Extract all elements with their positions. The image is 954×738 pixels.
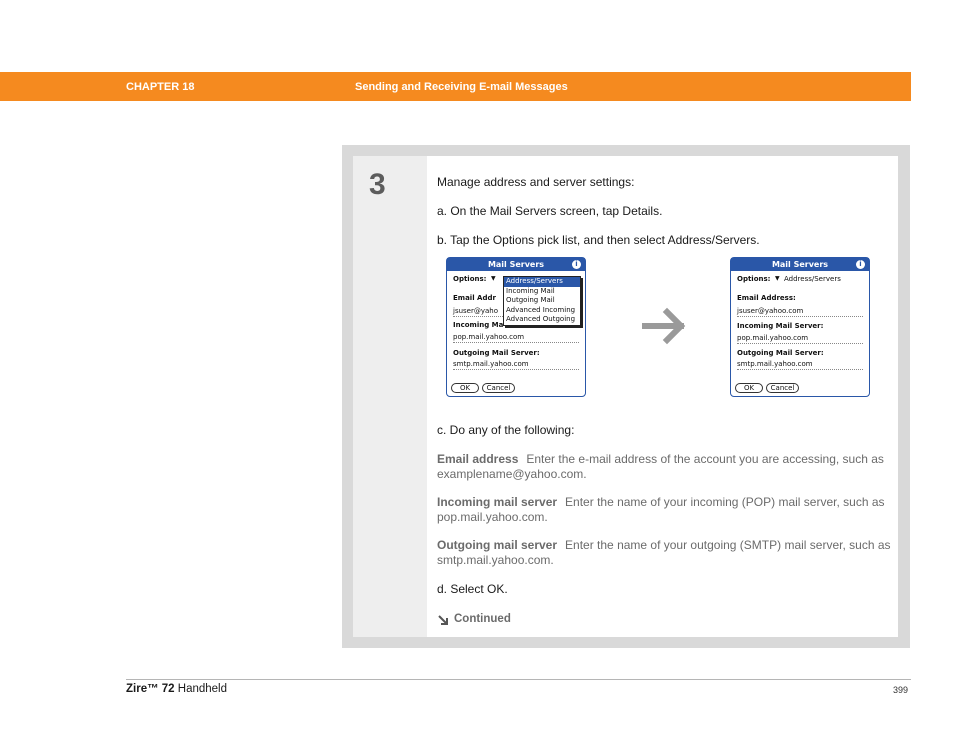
option-email-address: [437, 452, 893, 481]
substep-a: a. On the Mail Servers screen, tap Details.: [437, 204, 663, 218]
product-model: Zire™ 72: [126, 683, 175, 695]
continued-link[interactable]: Continued: [454, 613, 511, 625]
field-underline: [453, 342, 579, 343]
option-incoming-server: [437, 495, 893, 524]
picklist-item[interactable]: Incoming Mail: [506, 286, 555, 295]
options-label: Options:: [453, 275, 487, 283]
info-icon: i: [572, 260, 581, 269]
picklist-item[interactable]: Advanced Incoming: [506, 305, 576, 314]
ok-button[interactable]: OK: [735, 383, 763, 393]
outgoing-label: Outgoing Mail Server:: [737, 349, 824, 357]
dropdown-triangle-icon: ▼: [775, 275, 780, 282]
footer-product-name: [126, 683, 227, 695]
step-box: [342, 145, 910, 648]
step-intro: Manage address and server settings:: [437, 175, 635, 189]
step-number: 3: [369, 168, 386, 201]
options-value[interactable]: Address/Servers: [784, 275, 841, 283]
option-term: Outgoing mail server: [437, 538, 558, 552]
options-label: Options:: [737, 275, 771, 283]
option-description: Enter the name of your incoming (POP) mail server, such as pop.mail.yahoo.com.: [437, 495, 885, 524]
option-term: Email address: [437, 452, 519, 466]
palm-screen-after: [730, 257, 870, 397]
info-icon: i: [856, 260, 865, 269]
outgoing-value: smtp.mail.yahoo.com: [453, 360, 529, 368]
product-suffix: Handheld: [174, 683, 228, 695]
picklist-item[interactable]: Advanced Outgoing: [506, 315, 576, 323]
palm-screen-before: [446, 257, 586, 397]
incoming-label: Incoming Ma: [453, 321, 504, 329]
field-underline: [737, 343, 863, 344]
options-picklist[interactable]: [503, 276, 581, 326]
arrow-right-icon: [641, 306, 689, 346]
step-number-panel: [353, 156, 427, 637]
palm-title-bar: Mail Servers: [447, 258, 585, 271]
email-value[interactable]: jsuser@yahoo.com: [737, 307, 804, 315]
email-label: Email Addr: [453, 294, 496, 302]
incoming-value[interactable]: pop.mail.yahoo.com: [737, 334, 809, 342]
chapter-header-bar: [0, 72, 911, 101]
email-value: jsuser@yaho: [453, 307, 499, 315]
incoming-value: pop.mail.yahoo.com: [453, 333, 525, 341]
field-underline: [453, 369, 579, 370]
dropdown-triangle-icon: ▼: [491, 275, 496, 282]
field-underline: [737, 369, 863, 370]
option-description: Enter the e-mail address of the account you are accessing, such as examplename@yahoo.com.: [437, 452, 884, 481]
picklist-item[interactable]: Address/Servers: [504, 277, 580, 287]
chapter-title: Sending and Receiving E-mail Messages: [355, 81, 568, 93]
option-term: Incoming mail server: [437, 495, 558, 509]
outgoing-value[interactable]: smtp.mail.yahoo.com: [737, 360, 813, 368]
option-outgoing-server: [437, 538, 893, 567]
cancel-button[interactable]: Cancel: [482, 383, 515, 393]
picklist-item[interactable]: Outgoing Mail: [506, 296, 555, 304]
ok-button[interactable]: OK: [451, 383, 479, 393]
option-description: Enter the name of your outgoing (SMTP) mail server, such as smtp.mail.yahoo.com.: [437, 538, 891, 567]
cancel-button[interactable]: Cancel: [766, 383, 799, 393]
field-underline: [737, 316, 863, 317]
substep-c: c. Do any of the following:: [437, 423, 575, 437]
substep-b: b. Tap the Options pick list, and then select Address/Servers.: [437, 233, 760, 247]
email-label: Email Address:: [737, 294, 796, 302]
page-number: 399: [893, 685, 909, 695]
palm-title-bar: Mail Servers: [731, 258, 869, 271]
arrow-down-right-icon: [437, 614, 450, 627]
substep-d: d. Select OK.: [437, 582, 508, 596]
outgoing-label: Outgoing Mail Server:: [453, 349, 540, 357]
chapter-label: CHAPTER 18: [126, 81, 195, 93]
footer-divider: [126, 679, 911, 680]
incoming-label: Incoming Mail Server:: [737, 322, 824, 330]
step-content: [427, 156, 898, 637]
